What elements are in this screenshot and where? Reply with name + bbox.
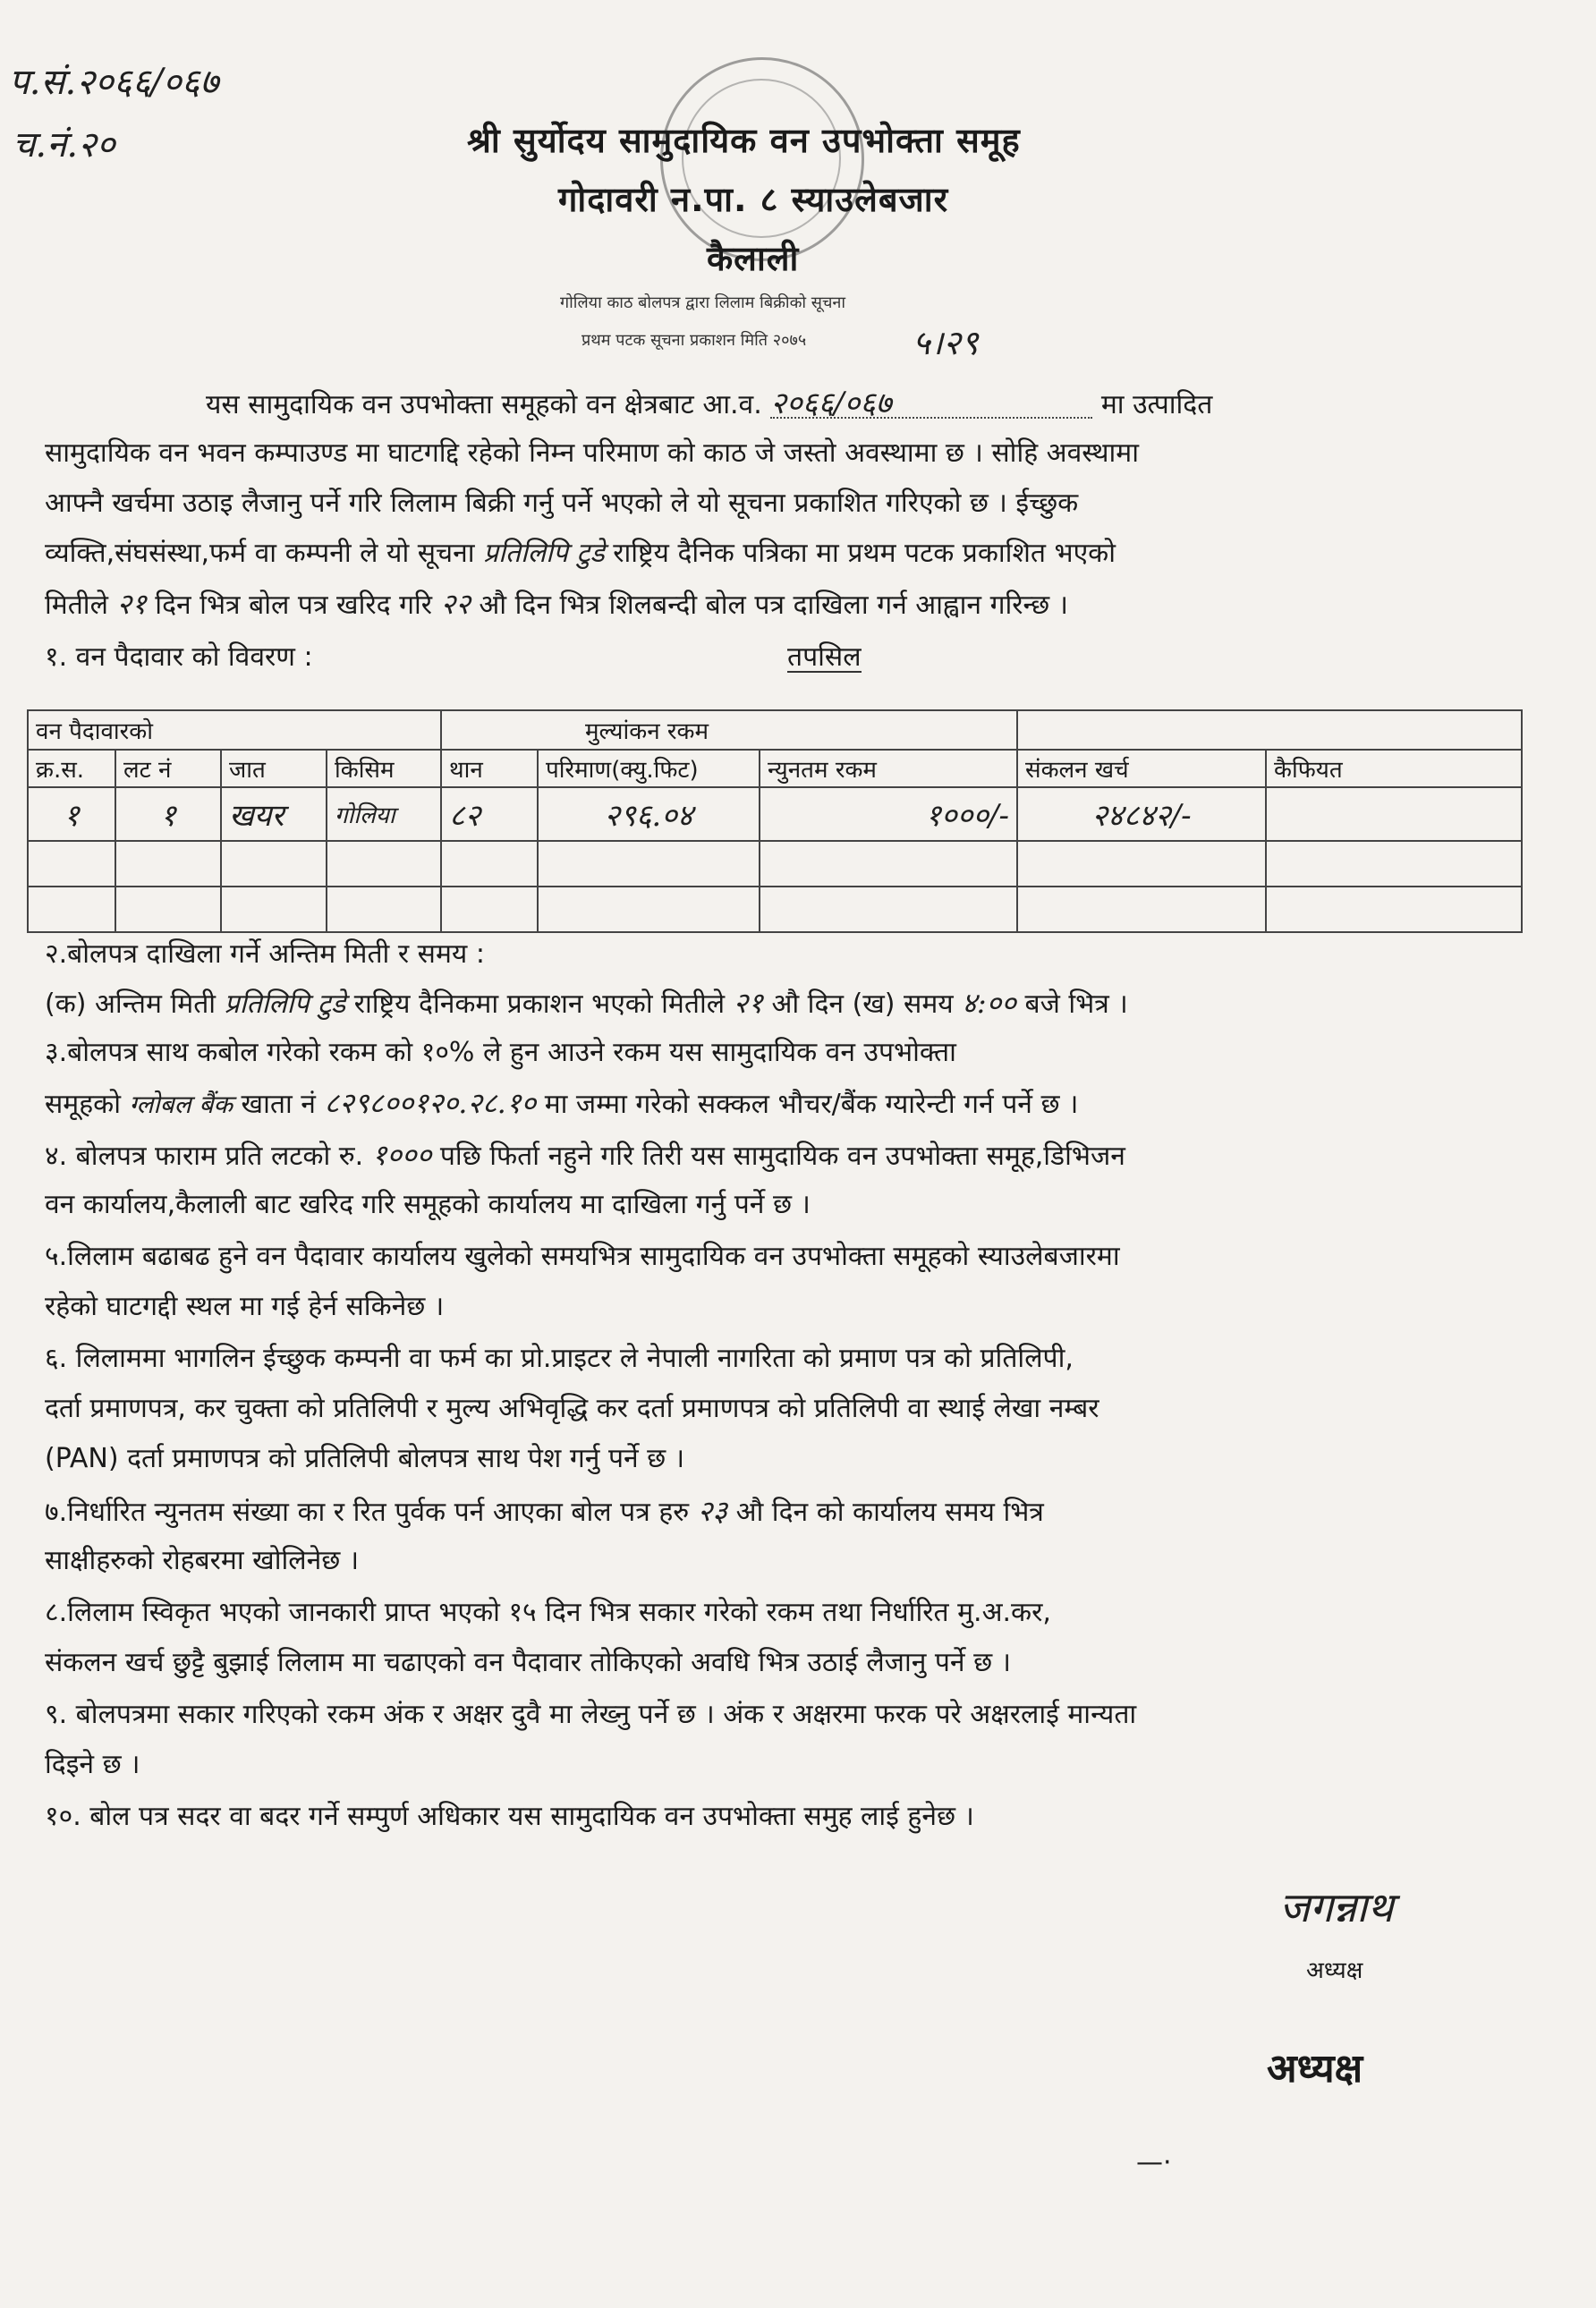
clause-9-line-2: दिइने छ । [45, 1749, 140, 1780]
clause-3a-text: समूहको [45, 1089, 121, 1120]
cell-pieces: ८२ [441, 787, 538, 841]
intro-line-2: सामुदायिक वन भवन कम्पाउण्ड मा घाटगद्दि रहेको निम्न परिमाण को काठ जे जस्तो अवस्थामा छ । सोहि अवस्थामा [45, 437, 1140, 469]
table-empty-row [28, 841, 1522, 887]
empty-cell [760, 841, 1017, 887]
table-column-header [28, 750, 1522, 787]
clause-2-time: ४:०० [962, 986, 1016, 1020]
clause-7a-text: ७.निर्धारित न्युनतम संख्या का र रित पुर्वक पर्न आएका बोल पत्र हरु [45, 1497, 690, 1528]
newspaper-name: प्रतिलिपि टुडे [483, 538, 605, 569]
clause-6-line-2: दर्ता प्रमाणपत्र, कर चुक्ता को प्रतिलिपी र मुल्य अभिवृद्धि कर दर्ता प्रमाणपत्र को प्रतिलिपी वा स्थाई लेखा नम्बर [45, 1393, 1099, 1424]
clause-3-line-1: ३.बोलपत्र साथ कबोल गरेको रकम को १०% ले हुन आउने रकम यस सामुदायिक वन उपभोक्ता [45, 1037, 956, 1068]
clause-6-line-1: ६. लिलाममा भागलिन ईच्छुक कम्पनी वा फर्म का प्रो.प्राइटर ले नेपाली नागरिता को प्रमाण पत्र को प्रतिलिपी, [45, 1343, 1074, 1374]
empty-cell [221, 841, 327, 887]
clause-2-heading: २.बोलपत्र दाखिला गर्ने अन्तिम मिती र समय : [45, 938, 485, 970]
empty-cell [28, 887, 115, 932]
forest-product-table [27, 709, 1523, 933]
empty-cell [538, 887, 760, 932]
col-lot: लट नं [115, 750, 221, 787]
col-species: जात [221, 750, 327, 787]
clause-2a-text: (क) अन्तिम मिती [45, 989, 216, 1020]
empty-cell [441, 887, 538, 932]
publish-date: ५।२९ [913, 323, 979, 362]
clause-6-line-3: (PAN) दर्ता प्रमाणपत्र को प्रतिलिपी बोलपत्र साथ पेश गर्नु पर्ने छ । [45, 1443, 685, 1474]
col-quantity: परिमाण(क्यु.फिट) [538, 750, 760, 787]
clause-4-line-2: वन कार्यालय,कैलाली बाट खरिद गरि समूहको कार्यालय मा दाखिला गर्नु पर्ने छ । [45, 1189, 811, 1220]
intro-text-4b: राष्ट्रिय दैनिक पत्रिका मा प्रथम पटक प्रकाशित भएको [613, 538, 1116, 569]
intro-line-4 [45, 540, 1116, 567]
empty-cell [28, 841, 115, 887]
table-group-header [28, 710, 1522, 750]
table-row [28, 787, 1522, 841]
cell-type: गोलिया [327, 787, 441, 841]
cell-serial: १ [28, 787, 115, 841]
org-address: गोदावरी न.पा. ८ स्याउलेबजार [558, 180, 949, 219]
opening-day: २३ [697, 1494, 728, 1528]
intro-text-5c: औ दिन भित्र शिलबन्दी बोल पत्र दाखिला गर्न आह्वान गरिन्छ । [479, 590, 1069, 621]
clause-2c-text: औ दिन (ख) समय [771, 989, 954, 1020]
clause-8-line-2: संकलन खर्च छुट्टै बुझाई लिलाम मा चढाएको वन पैदावार तोकिएको अवधि भित्र उठाई लैजानु पर्ने छ । [45, 1647, 1012, 1678]
empty-cell [327, 841, 441, 887]
chairperson-stamp: अध्यक्ष [1267, 2046, 1363, 2092]
clause-7b-text: औ दिन को कार्यालय समय भित्र [735, 1497, 1044, 1528]
table-empty-row [28, 887, 1522, 932]
intro-text-4a: व्यक्ति,संघसंस्था,फर्म वा कम्पनी ले यो सूचना [45, 538, 475, 569]
empty-cell [327, 887, 441, 932]
clause-2-detail [45, 986, 1128, 1020]
notice-subtitle: गोलिया काठ बोलपत्र द्वारा लिलाम बिक्रीको सूचना [560, 293, 846, 312]
empty-cell [760, 887, 1017, 932]
intro-text-5a: मितीले [45, 590, 108, 621]
clause-4a-text: ४. बोलपत्र फाराम प्रति लटको रु. [45, 1141, 364, 1172]
clause-2-day: २१ [733, 986, 763, 1020]
empty-cell [1017, 841, 1266, 887]
empty-cell [115, 887, 221, 932]
account-number: ८२९८००१२०.२८.१० [324, 1086, 537, 1120]
intro-line-3: आफ्नै खर्चमा उठाइ लैजानु पर्ने गरि लिलाम बिक्री गर्नु पर्ने भएको ले यो सूचना प्रकाशित गरिएको छ । ईच्छुक [45, 488, 1079, 519]
letter-number: च.नं.२० [13, 124, 115, 165]
org-name: श्री सुर्योदय सामुदायिक वन उपभोक्ता समूह [467, 121, 1021, 160]
clause-3-line-2 [45, 1086, 1079, 1120]
clause-2b-text: राष्ट्रिय दैनिकमा प्रकाशन भएको मितीले [353, 989, 726, 1020]
signature-label: अध्यक्ष [1306, 1957, 1363, 1984]
cell-min-amount: १०००/- [760, 787, 1017, 841]
clause-2d-text: बजे भित्र । [1024, 989, 1128, 1020]
intro-text-5b: दिन भित्र बोल पत्र खरिद गरि [155, 590, 433, 621]
form-fee: १००० [371, 1138, 432, 1172]
clause-3c-text: मा जम्मा गरेको सक्कल भौचर/बैंक ग्यारेन्टी गर्न पर्ने छ । [544, 1089, 1079, 1120]
group-header-product: वन पैदावारको [28, 710, 441, 750]
clause-8-line-1: ८.लिलाम स्विकृत भएको जानकारी प्राप्त भएको १५ दिन भित्र सकार गरेको रकम तथा निर्धारित मु.अ.कर, [45, 1597, 1051, 1628]
reference-number: प.सं.२०६६/०६७ [9, 62, 219, 103]
org-district: कैलाली [707, 239, 800, 278]
purchase-days: २१ [116, 587, 147, 621]
col-type: किसिम [327, 750, 441, 787]
col-pieces: थान [441, 750, 538, 787]
clause-5-line-1: ५.लिलाम बढाबढ हुने वन पैदावार कार्यालय खुलेको समयभित्र सामुदायिक वन उपभोक्ता समूहको स्याउलेबजारमा [45, 1241, 1120, 1272]
clause-4b-text: पछि फिर्ता नहुने गरि तिरी यस सामुदायिक वन उपभोक्ता समूह,डिभिजन [439, 1141, 1125, 1172]
bank-name: ग्लोबल बैंक [129, 1090, 233, 1119]
cell-species: खयर [221, 787, 327, 841]
intro-text-1b: मा उत्पादित [1100, 389, 1213, 420]
intro-text-1a: यस सामुदायिक वन उपभोक्ता समूहको वन क्षेत्रबाट आ.व. [206, 389, 762, 420]
empty-cell [221, 887, 327, 932]
clause-10: १०. बोल पत्र सदर वा बदर गर्ने सम्पुर्ण अधिकार यस सामुदायिक वन उपभोक्ता समुह लाई हुनेछ । [45, 1801, 974, 1832]
clause-9-line-1: ९. बोलपत्रमा सकार गरिएको रकम अंक र अक्षर दुवै मा लेख्नु पर्ने छ । अंक र अक्षरमा फरक परे अक्षरलाई मान्यता [45, 1699, 1137, 1730]
intro-line-1 [206, 386, 1213, 421]
clause-2a-paper: प्रतिलिपि टुडे [224, 989, 346, 1020]
cell-lot: १ [115, 787, 221, 841]
publish-line: प्रथम पटक सूचना प्रकाशन मिति २०७५ [582, 331, 807, 350]
empty-cell [1017, 887, 1266, 932]
group-header-valuation: मुल्यांकन रकम [441, 710, 1017, 750]
tapsil-label: तपसिल [787, 641, 862, 673]
fiscal-year: २०६६/०६७ [770, 390, 1092, 419]
submission-day: २२ [440, 587, 471, 621]
col-collection-cost: संकलन खर्च [1017, 750, 1266, 787]
group-header-blank [1017, 710, 1522, 750]
empty-cell [1266, 887, 1522, 932]
cell-collection-cost: २४८४२/- [1017, 787, 1266, 841]
section-1-heading: १. वन पैदावार को विवरण : [45, 641, 313, 673]
clause-4-line-1 [45, 1138, 1125, 1172]
cell-quantity: २९६.०४ [538, 787, 760, 841]
chairperson-signature: जगन्नाथ [1279, 1883, 1394, 1931]
empty-cell [441, 841, 538, 887]
col-min-amount: न्युनतम रकम [760, 750, 1017, 787]
bottom-mark: —· [1136, 2147, 1172, 2178]
clause-7-line-1 [45, 1494, 1044, 1528]
col-remarks: कैफियत [1266, 750, 1522, 787]
clause-7-line-2: साक्षीहरुको रोहबरमा खोलिनेछ । [45, 1545, 360, 1576]
empty-cell [1266, 841, 1522, 887]
empty-cell [115, 841, 221, 887]
clause-3b-text: खाता नं [241, 1089, 316, 1120]
clause-5-line-2: रहेको घाटगद्दी स्थल मा गई हेर्न सकिनेछ । [45, 1291, 445, 1322]
col-serial: क्र.स. [28, 750, 115, 787]
empty-cell [538, 841, 760, 887]
cell-remarks [1266, 787, 1522, 841]
intro-line-5 [45, 587, 1069, 621]
